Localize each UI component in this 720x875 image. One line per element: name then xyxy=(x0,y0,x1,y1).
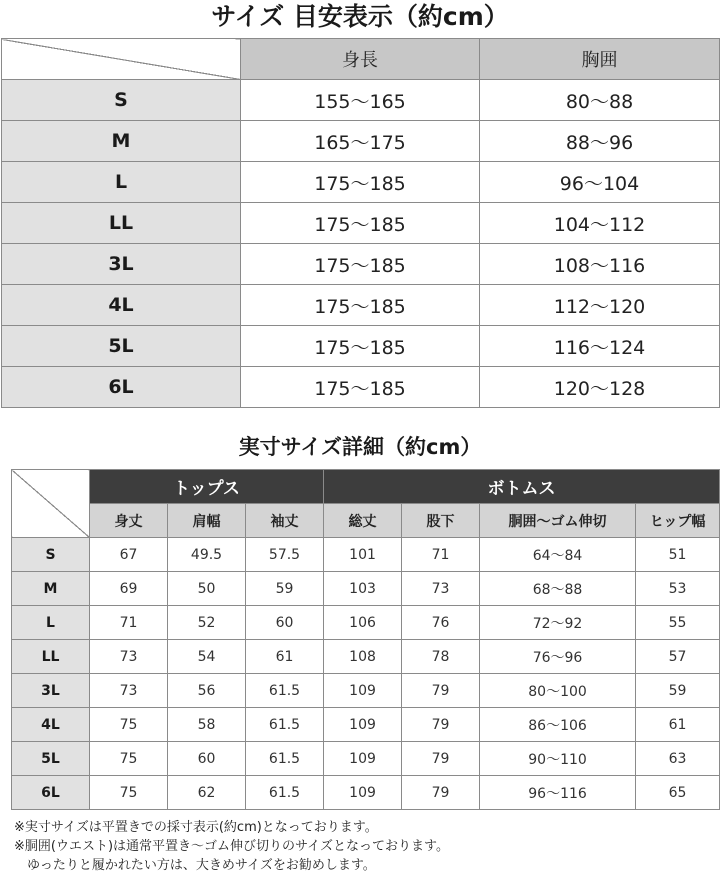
body-length-value: 71 xyxy=(90,606,168,640)
total-length-value: 101 xyxy=(324,538,402,572)
table-row xyxy=(12,674,720,708)
table-row xyxy=(2,80,720,121)
header-sleeve-length: 袖丈 xyxy=(246,504,324,538)
note-line: ゆったりと履かれたい方は、大きめサイズをお勧めします。 xyxy=(14,858,376,873)
chest-value: 112～120 xyxy=(480,285,720,326)
waist-value: 90～110 xyxy=(480,742,636,776)
hip-width-value: 51 xyxy=(636,538,720,572)
size-label: M xyxy=(2,121,241,162)
shoulder-width-value: 50 xyxy=(168,572,246,606)
body-length-value: 73 xyxy=(90,674,168,708)
size-label: 3L xyxy=(12,674,90,708)
sleeve-length-value: 60 xyxy=(246,606,324,640)
waist-value: 64～84 xyxy=(480,538,636,572)
size-label: M xyxy=(12,572,90,606)
sleeve-length-value: 61.5 xyxy=(246,708,324,742)
total-length-value: 109 xyxy=(324,674,402,708)
chest-value: 96～104 xyxy=(480,162,720,203)
height-value: 175～185 xyxy=(241,326,480,367)
table-corner-cell xyxy=(2,39,241,80)
body-length-value: 67 xyxy=(90,538,168,572)
size-guide-rows xyxy=(2,80,720,408)
height-value: 175～185 xyxy=(241,203,480,244)
size-label: 6L xyxy=(2,367,241,408)
note-line: ※実寸サイズは平置きでの採寸表示(約cm)となっております。 xyxy=(14,820,378,835)
inseam-value: 73 xyxy=(402,572,480,606)
size-label: 3L xyxy=(2,244,241,285)
body-length-value: 73 xyxy=(90,640,168,674)
hip-width-value: 55 xyxy=(636,606,720,640)
size-label: 5L xyxy=(12,742,90,776)
table-row xyxy=(12,776,720,810)
sleeve-length-value: 61.5 xyxy=(246,742,324,776)
group-header-bottoms: ボトムス xyxy=(324,470,720,504)
size-guide-title: サイズ 目安表示（約cm） xyxy=(211,2,509,31)
size-label: S xyxy=(2,80,241,121)
shoulder-width-value: 62 xyxy=(168,776,246,810)
table-row xyxy=(12,640,720,674)
measurements-title: 実寸サイズ詳細（約cm） xyxy=(238,435,482,459)
header-shoulder-width: 肩幅 xyxy=(168,504,246,538)
body-length-value: 75 xyxy=(90,776,168,810)
chest-value: 120～128 xyxy=(480,367,720,408)
table-row xyxy=(2,203,720,244)
waist-value: 86～106 xyxy=(480,708,636,742)
header-hip-width: ヒップ幅 xyxy=(636,504,720,538)
inseam-value: 79 xyxy=(402,674,480,708)
inseam-value: 79 xyxy=(402,742,480,776)
header-total-length: 総丈 xyxy=(324,504,402,538)
table-row xyxy=(2,121,720,162)
chest-value: 80～88 xyxy=(480,80,720,121)
total-length-value: 109 xyxy=(324,776,402,810)
size-label: 4L xyxy=(2,285,241,326)
waist-value: 68～88 xyxy=(480,572,636,606)
shoulder-width-value: 60 xyxy=(168,742,246,776)
height-value: 175～185 xyxy=(241,285,480,326)
note-line: ※胴囲(ウエスト)は通常平置き～ゴム伸び切りのサイズとなっております。 xyxy=(14,839,449,854)
table-row xyxy=(12,606,720,640)
height-value: 175～185 xyxy=(241,244,480,285)
table-row xyxy=(12,742,720,776)
size-guide-table xyxy=(1,38,720,408)
header-height: 身長 xyxy=(241,39,480,80)
hip-width-value: 65 xyxy=(636,776,720,810)
inseam-value: 76 xyxy=(402,606,480,640)
table-row xyxy=(12,708,720,742)
inseam-value: 79 xyxy=(402,708,480,742)
header-chest: 胸囲 xyxy=(480,39,720,80)
height-value: 175～185 xyxy=(241,367,480,408)
hip-width-value: 53 xyxy=(636,572,720,606)
chest-value: 88～96 xyxy=(480,121,720,162)
inseam-value: 71 xyxy=(402,538,480,572)
size-label: L xyxy=(2,162,241,203)
sleeve-length-value: 57.5 xyxy=(246,538,324,572)
sleeve-length-value: 61 xyxy=(246,640,324,674)
chest-value: 104～112 xyxy=(480,203,720,244)
table-row xyxy=(2,326,720,367)
height-value: 165～175 xyxy=(241,121,480,162)
measurements-rows xyxy=(12,538,720,810)
waist-value: 80～100 xyxy=(480,674,636,708)
size-label: 5L xyxy=(2,326,241,367)
size-label: LL xyxy=(2,203,241,244)
inseam-value: 79 xyxy=(402,776,480,810)
notes xyxy=(14,818,714,875)
hip-width-value: 61 xyxy=(636,708,720,742)
total-length-value: 109 xyxy=(324,742,402,776)
size-label: 6L xyxy=(12,776,90,810)
chest-value: 116～124 xyxy=(480,326,720,367)
sleeve-length-value: 61.5 xyxy=(246,674,324,708)
total-length-value: 103 xyxy=(324,572,402,606)
shoulder-width-value: 56 xyxy=(168,674,246,708)
inseam-value: 78 xyxy=(402,640,480,674)
total-length-value: 109 xyxy=(324,708,402,742)
table-row xyxy=(2,244,720,285)
group-header-tops: トップス xyxy=(90,470,324,504)
shoulder-width-value: 54 xyxy=(168,640,246,674)
total-length-value: 106 xyxy=(324,606,402,640)
header-waist: 胴囲～ゴム伸切 xyxy=(480,504,636,538)
sleeve-length-value: 61.5 xyxy=(246,776,324,810)
table-row xyxy=(2,162,720,203)
chest-value: 108～116 xyxy=(480,244,720,285)
sleeve-length-value: 59 xyxy=(246,572,324,606)
size-label: LL xyxy=(12,640,90,674)
shoulder-width-value: 49.5 xyxy=(168,538,246,572)
table-row xyxy=(2,367,720,408)
table-corner-cell xyxy=(12,470,90,538)
shoulder-width-value: 52 xyxy=(168,606,246,640)
hip-width-value: 59 xyxy=(636,674,720,708)
height-value: 155～165 xyxy=(241,80,480,121)
table-row xyxy=(2,285,720,326)
body-length-value: 69 xyxy=(90,572,168,606)
table-row xyxy=(12,572,720,606)
body-length-value: 75 xyxy=(90,708,168,742)
size-label: 4L xyxy=(12,708,90,742)
waist-value: 72～92 xyxy=(480,606,636,640)
size-label: L xyxy=(12,606,90,640)
hip-width-value: 57 xyxy=(636,640,720,674)
waist-value: 96～116 xyxy=(480,776,636,810)
header-inseam: 股下 xyxy=(402,504,480,538)
height-value: 175～185 xyxy=(241,162,480,203)
body-length-value: 75 xyxy=(90,742,168,776)
header-body-length: 身丈 xyxy=(90,504,168,538)
total-length-value: 108 xyxy=(324,640,402,674)
measurements-table xyxy=(11,469,720,810)
waist-value: 76～96 xyxy=(480,640,636,674)
hip-width-value: 63 xyxy=(636,742,720,776)
size-label: S xyxy=(12,538,90,572)
shoulder-width-value: 58 xyxy=(168,708,246,742)
table-row xyxy=(12,538,720,572)
